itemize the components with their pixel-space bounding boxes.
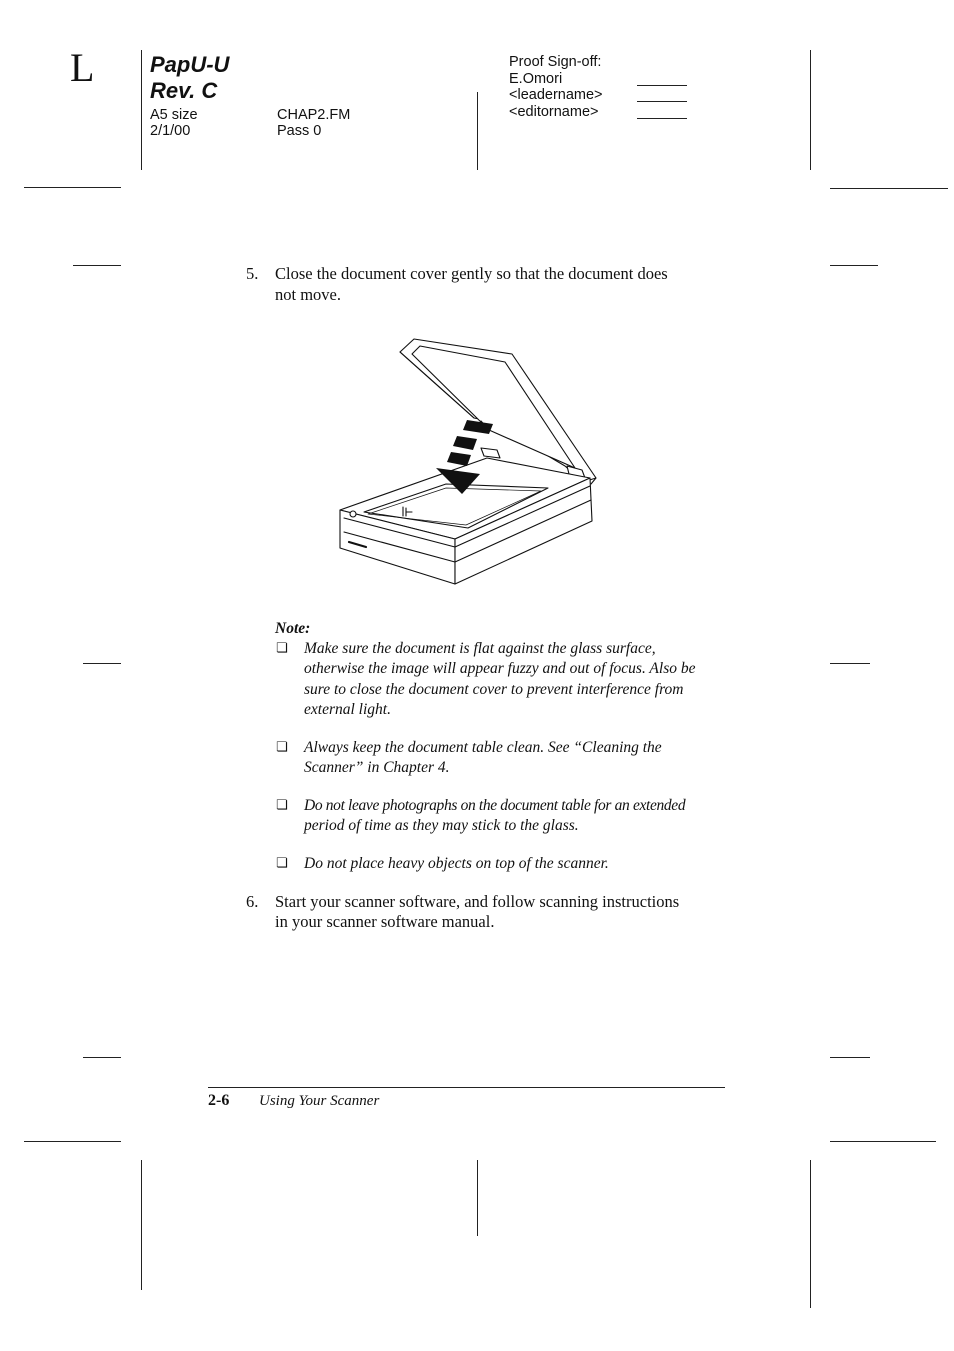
page-size: A5 size <box>150 107 198 123</box>
pass-label: Pass 0 <box>277 123 322 139</box>
crop-mark <box>83 1057 121 1058</box>
note-item-line: Scanner” in Chapter 4. <box>304 759 450 776</box>
crop-mark <box>810 50 811 170</box>
signoff-blank-line <box>637 118 687 119</box>
step-text-line: Close the document cover gently so that the document does <box>275 264 668 283</box>
proof-signoff-label: Proof Sign-off: <box>509 54 602 70</box>
section-title: Using Your Scanner <box>259 1093 380 1109</box>
proof-name: E.Omori <box>509 71 563 87</box>
crop-mark <box>830 663 870 664</box>
product-name: PapU-U <box>150 52 230 77</box>
note-item-line: Always keep the document table clean. See “Cleaning the <box>304 739 662 756</box>
page-number: 2-6 <box>208 1092 230 1109</box>
file-name: CHAP2.FM <box>277 107 351 123</box>
crop-mark <box>24 1141 121 1142</box>
print-date: 2/1/00 <box>150 123 191 139</box>
step-text-line: not move. <box>275 285 341 304</box>
crop-mark <box>73 265 121 266</box>
crop-mark <box>141 50 142 170</box>
crop-mark <box>477 92 478 170</box>
note-item-line: Do not place heavy objects on top of the scanner. <box>304 855 609 872</box>
scanner-closing-cover-illustration <box>330 330 610 592</box>
corner-mark: L <box>70 45 95 90</box>
step-text-line: Start your scanner software, and follow scanning instructions <box>275 892 680 911</box>
crop-mark <box>830 1057 870 1058</box>
bullet-icon: ❏ <box>276 798 288 813</box>
note-item-line: Make sure the document is flat against the glass surface, <box>304 640 656 657</box>
crop-mark <box>83 663 121 664</box>
crop-mark <box>830 188 948 189</box>
proof-name: <editorname> <box>509 104 599 120</box>
proof-name: <leadername> <box>509 87 603 103</box>
crop-mark <box>477 1160 478 1236</box>
note-title: Note: <box>275 620 311 637</box>
bullet-icon: ❏ <box>276 740 288 755</box>
note-item-line: sure to close the document cover to prevent interference from <box>304 681 684 698</box>
crop-mark <box>830 265 878 266</box>
bullet-icon: ❏ <box>276 856 288 871</box>
revision-label: Rev. C <box>150 78 218 103</box>
signoff-blank-line <box>637 85 687 86</box>
note-item-line: external light. <box>304 701 391 718</box>
crop-mark <box>810 1160 811 1308</box>
note-item-line: otherwise the image will appear fuzzy and out of focus. Also be <box>304 660 696 677</box>
signoff-blank-line <box>637 101 687 102</box>
footer-rule <box>208 1087 725 1088</box>
step-number: 5. <box>246 264 259 283</box>
note-item-line: period of time as they may stick to the glass. <box>304 817 579 834</box>
note-item-line: Do not leave photographs on the document table for an extended <box>304 797 686 814</box>
crop-mark <box>830 1141 936 1142</box>
crop-mark <box>141 1160 142 1290</box>
bullet-icon: ❏ <box>276 641 288 656</box>
crop-mark <box>24 187 121 188</box>
step-text-line: in your scanner software manual. <box>275 912 495 931</box>
step-number: 6. <box>246 892 259 911</box>
